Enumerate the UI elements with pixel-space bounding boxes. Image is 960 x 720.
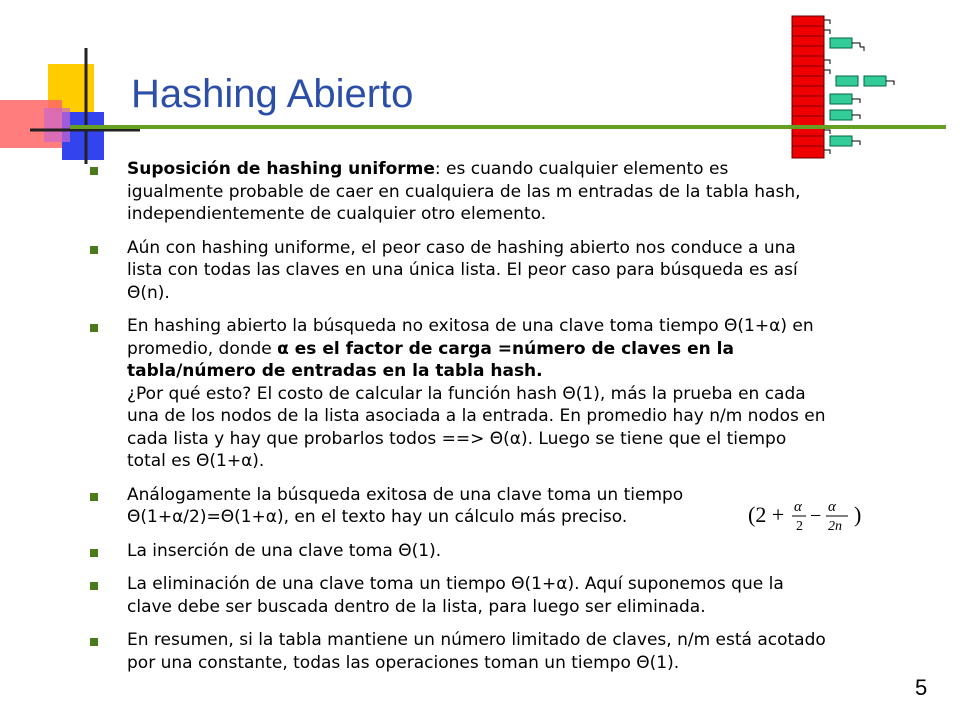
bullet-item (90, 237, 830, 305)
formula-open: (2 + (748, 502, 785, 527)
slide-title: Hashing Abierto (131, 72, 414, 116)
formula-minus: − (810, 505, 822, 527)
bullet-tail-text: ¿Por qué esto? El costo de calcular la función hash Θ(1), más la prueba en cada una de los nodos de la lista asociada a la entrada. En promedio hay n/m nodos en cada lista y hay que probarlos todos ==> Θ(α). Luego se tiene que el tiempo total es Θ(1+α). (127, 383, 826, 471)
bullet-text: En hashing abierto la búsqueda no exitosa de una clave toma tiempo Θ(1+α) en promedio, donde (127, 316, 814, 359)
bullet-bold-text: Suposición de hashing uniforme (127, 159, 435, 179)
formula-alpha2: α (828, 499, 836, 515)
bullet-icon (90, 582, 98, 590)
formula-alpha1: α (794, 499, 802, 515)
bullet-list (90, 158, 830, 685)
bullet-icon (90, 549, 98, 557)
bullet-item (90, 484, 830, 529)
bullet-icon (90, 638, 98, 646)
title-rule (70, 125, 946, 129)
bullet-text: Aún con hashing uniforme, el peor caso de hashing abierto nos conduce a una lista con todas las claves en una única lista. El peor caso para búsqueda es así Θ(n). (127, 237, 798, 303)
formula-close: ) (854, 502, 862, 527)
corner-decoration (0, 48, 140, 168)
bullet-text: En resumen, si la tabla mantiene un número limitado de claves, n/m está acotado por una constante, todas las operaciones toman un tiempo Θ(1). (127, 630, 826, 673)
hash-table-illustration (788, 14, 900, 162)
bullet-bold-text: α es el factor de carga =número de claves en la tabla/número de entradas en la tabla hash. (127, 338, 734, 381)
bullet-text: Análogamente la búsqueda exitosa de una clave toma un tiempo Θ(1+α/2)=Θ(1+α), en el texto hay un cálculo más preciso. (127, 484, 684, 527)
bullet-item (90, 540, 830, 563)
page-number: 5 (915, 675, 928, 700)
bullet-item (90, 315, 830, 473)
bullet-text: La eliminación de una clave toma un tiempo Θ(1+α). Aquí suponemos que la clave debe ser buscada dentro de la lista, para luego ser eliminada. (127, 574, 784, 617)
bullet-text: : es cuando cualquier elemento es igualmente probable de caer en cualquiera de las m entradas de la tabla hash, independientemente de cualquier otro elemento. (127, 159, 801, 224)
bullet-item (90, 629, 830, 674)
bullet-item (90, 158, 830, 226)
formula-den2: 2n (828, 519, 842, 534)
bullet-icon (90, 493, 98, 501)
formula (748, 494, 868, 534)
bullet-item (90, 573, 830, 618)
bullet-text: La inserción de una clave toma Θ(1). (127, 540, 442, 561)
formula-den1: 2 (796, 519, 803, 534)
bullet-icon (90, 167, 98, 175)
bullet-icon (90, 324, 98, 332)
bullet-icon (90, 246, 98, 254)
